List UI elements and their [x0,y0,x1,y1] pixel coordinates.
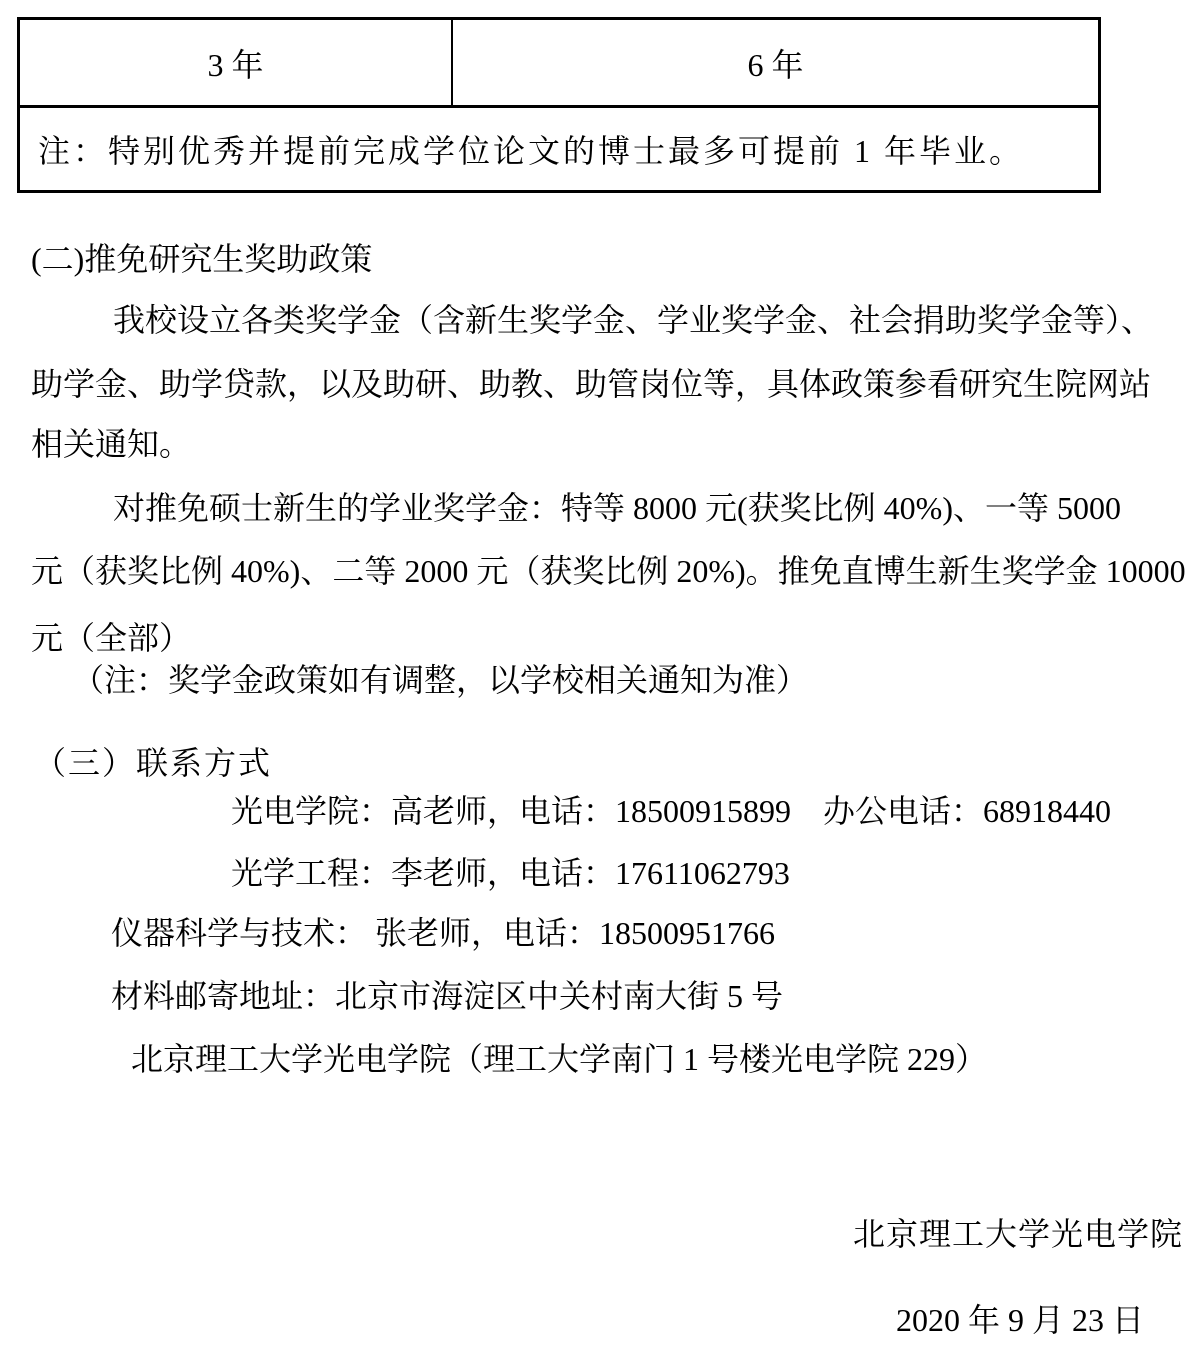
mailing-address-line2: 北京理工大学光电学院（理工大学南门 1 号楼光电学院 229） [131,1041,988,1077]
signature-date: 2020 年 9 月 23 日 [896,1302,1145,1338]
funding-paragraph1-line1: 我校设立各类奖学金（含新生奖学金、学业奖学金、社会捐助奖学金等）、 [113,302,1154,338]
funding-paragraph1-line3: 相关通知。 [31,426,192,462]
funding-section-heading: (二)推免研究生奖助政策 [31,241,373,277]
funding-paragraph2-line2: 元（获奖比例 40%)、二等 2000 元（获奖比例 20%)。推免直博生新生奖学金 10000 [31,553,1186,589]
funding-note-line: （注：奖学金政策如有调整，以学校相关通知为准） [72,662,809,698]
duration-table [17,17,1101,193]
funding-paragraph2-line3: 元（全部） [31,620,192,656]
funding-paragraph2-line1: 对推免硕士新生的学业奖学金：特等 8000 元(获奖比例 40%)、一等 5000 [113,490,1121,526]
contact-instrument-science-line: 仪器科学与技术： 张老师，电话：18500951766 [111,915,776,951]
contact-section-heading: （三）联系方式 [34,745,273,781]
mailing-address-line1: 材料邮寄地址：北京市海淀区中关村南大街 5 号 [111,978,784,1014]
signature-organization: 北京理工大学光电学院 [853,1216,1184,1252]
duration-table-row [20,20,1098,108]
contact-optics-college-line: 光电学院：高老师，电话：18500915899 办公电话：68918440 [231,793,1112,829]
funding-paragraph1-line2: 助学金、助学贷款，以及助研、助教、助管岗位等，具体政策参看研究生院网站 [31,366,1152,402]
contact-optical-engineering-line: 光学工程：李老师，电话：17611062793 [231,855,790,891]
duration-cell-phd: 6 年 [747,46,804,83]
duration-table-note: 注：特别优秀并提前完成学位论文的博士最多可提前 1 年毕业。 [38,133,1025,169]
duration-cell-master: 3 年 [20,20,453,105]
